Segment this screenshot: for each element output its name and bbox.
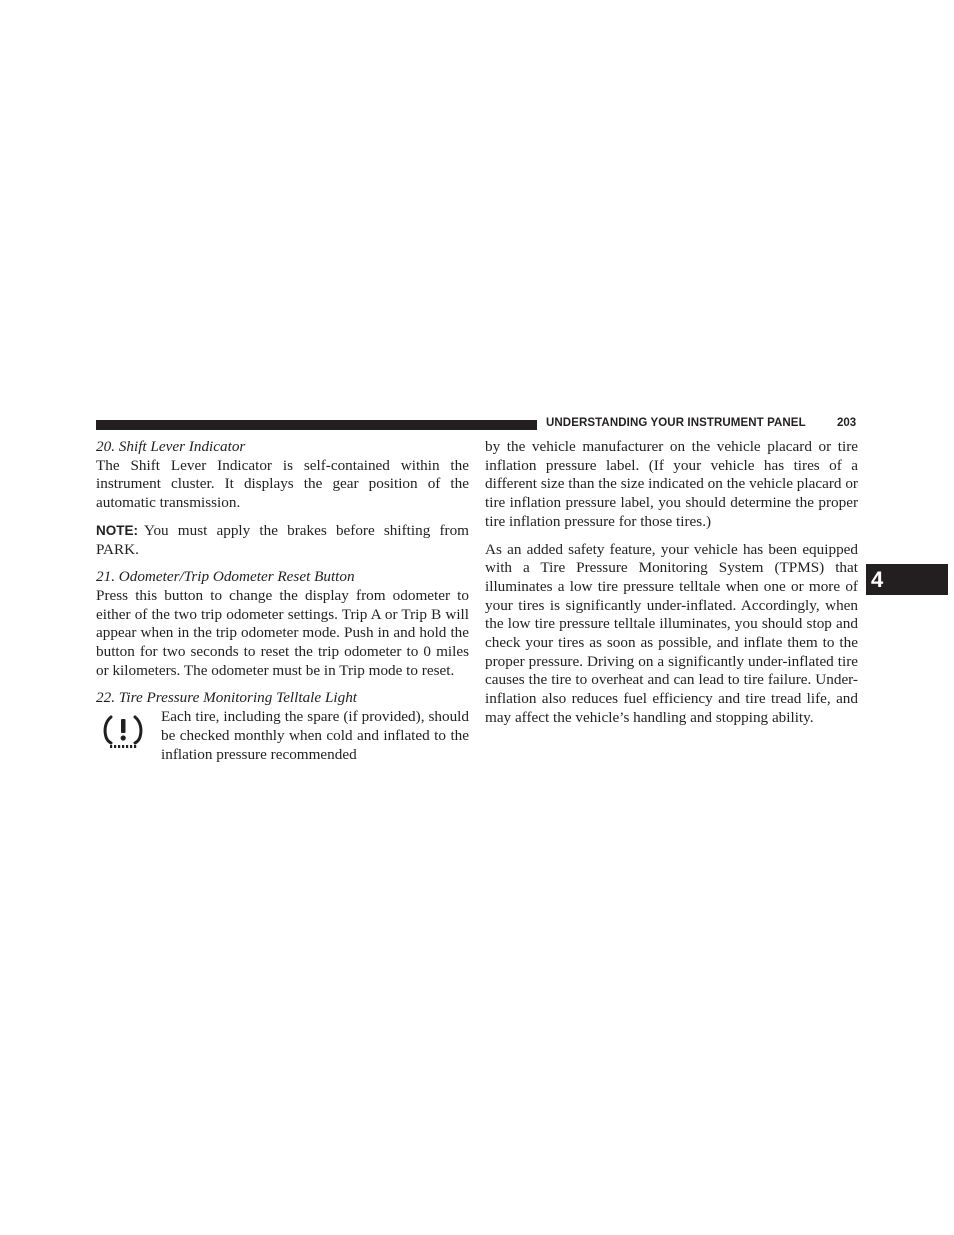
chapter-tab: 4 bbox=[866, 564, 948, 595]
page-number: 203 bbox=[837, 417, 857, 429]
section-21-body: Press this button to change the display from odometer to either of the two trip odometer settings. Trip A or Trip B will appear when in the trip odometer mode. Push in and hold the button for two seconds to reset the trip odometer to 0 miles or kilometers. The odometer must be in Trip mode to reset. bbox=[96, 586, 469, 679]
tire-pressure-warning-icon bbox=[102, 713, 144, 749]
section-22-block bbox=[96, 708, 469, 764]
tpms-paragraph-1: by the vehicle manufacturer on the vehicle placard or tire inflation pressure label. (If your vehicle has tires of a different size than the size indicated on the vehicle placard or tire inflation pressure label, you should determine the proper tire inflation pressure for those tires.) bbox=[485, 438, 858, 530]
section-21-heading: 21. Odometer/Trip Odometer Reset Button bbox=[96, 568, 355, 586]
note-paragraph bbox=[96, 522, 469, 559]
left-column bbox=[96, 438, 469, 764]
section-20-heading: 20. Shift Lever Indicator bbox=[96, 438, 246, 455]
section-22-body: Each tire, including the spare (if provided), should be checked monthly when cold and inflated to the inflation pressure recommended bbox=[161, 708, 469, 763]
right-column bbox=[485, 438, 858, 728]
running-header-title: UNDERSTANDING YOUR INSTRUMENT PANEL bbox=[546, 417, 806, 429]
section-20-body: The Shift Lever Indicator is self-contained within the instrument cluster. It displays the gear position of the automatic transmission. bbox=[96, 456, 469, 512]
note-text: You must apply the brakes before shifting from PARK. bbox=[96, 521, 469, 558]
note-label: NOTE: bbox=[96, 522, 138, 538]
tpms-paragraph-2: As an added safety feature, your vehicle has been equipped with a Tire Pressure Monitoring System (TPMS) that illuminates a low tire pressure telltale when one or more of your tires is significantly under-inflated. Accordingly, when the low tire pressure telltale illuminates, you should stop and check your tires as soon as possible, and inflate them to the proper pressure. Driving on a significantly under-inflated tire causes the tire to overheat and can lead to tire failure. Under-inflation also reduces fuel efficiency and tire tread life, and may affect the vehicle’s handling and stopping ability. bbox=[485, 540, 858, 726]
section-22-heading: 22. Tire Pressure Monitoring Telltale Light bbox=[96, 689, 358, 707]
header-rule bbox=[96, 420, 537, 430]
